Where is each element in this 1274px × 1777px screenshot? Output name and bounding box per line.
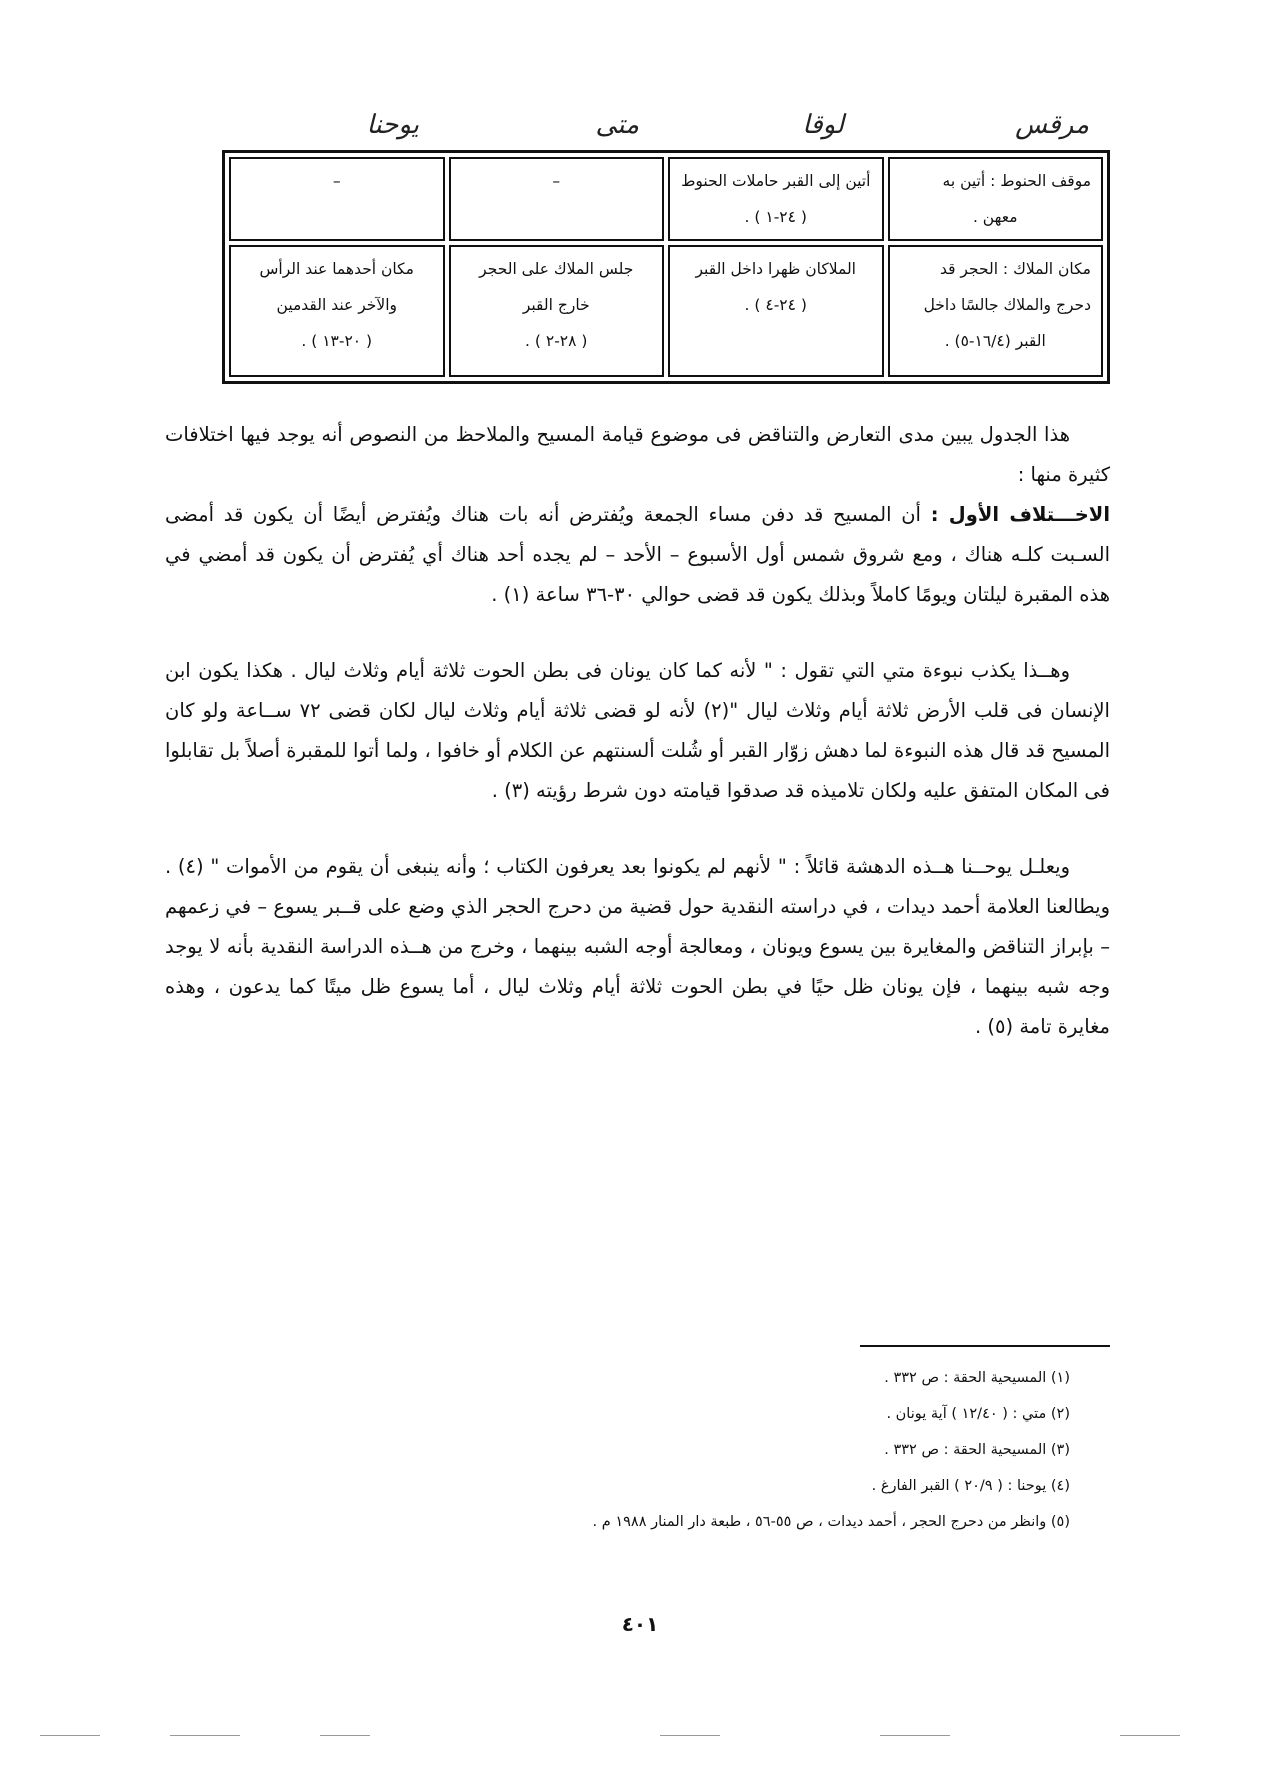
cell-text: – xyxy=(332,172,341,190)
footnote-divider xyxy=(860,1345,1110,1347)
paragraph-intro: هذا الجدول يبين مدى التعارض والتناقض فى موضوع قيامة المسيح والملاحظ من النصوص أنه يوجد فيها اختلافات كثيرة منها : xyxy=(165,423,1110,486)
cell-text: ( ٢٤-١ ) . xyxy=(744,208,807,226)
cell-text: مكان الملاك : الحجر قد xyxy=(939,260,1091,278)
footnote: (٢) متي : ( ١٢/٤٠ ) آية يونان . xyxy=(886,1406,1070,1422)
gospel-headers xyxy=(225,110,1109,150)
scan-mark xyxy=(320,1735,370,1736)
table-cell xyxy=(229,245,445,377)
cell-text: خارج القبر xyxy=(522,296,590,314)
cell-text: جلس الملاك على الحجر xyxy=(479,260,634,278)
table-row xyxy=(229,245,1103,377)
footnote: (١) المسيحية الحقة : ص ٣٣٢ . xyxy=(884,1370,1070,1386)
body-text xyxy=(165,415,1110,1047)
scan-mark xyxy=(880,1735,950,1736)
header-mark: مرقس xyxy=(1015,110,1089,140)
first-difference-text: أن المسيح قد دفن مساء الجمعة ويُفترض أنه بات هناك ويُفترض أيضًا أن يكون قد أمضى السـبت كلـه هناك ، ومع شروق شمس أول الأسبوع – الأحد – لم يجده أحد هناك أي يُفترض أن يكون قد أمضي في هذه المقبرة ليلتان ويومًا كاملاً وبذلك يكون قد قضى حوالي ٣٠-٣٦ ساعة (١) . xyxy=(165,503,1110,606)
cell-text: ( ٢٠-١٣ ) . xyxy=(301,332,373,350)
header-luke: لوقا xyxy=(802,110,844,140)
footnote: (٣) المسيحية الحقة : ص ٣٣٢ . xyxy=(884,1442,1070,1458)
table-cell xyxy=(229,157,445,241)
table-row xyxy=(229,157,1103,241)
footnote: (٥) وانظر من دحرج الحجر ، أحمد ديدات ، ص ٥٥-٥٦ ، طبعة دار المنار ١٩٨٨ م . xyxy=(592,1514,1070,1530)
cell-text: أتين إلى القبر حاملات الحنوط xyxy=(681,172,871,190)
header-matthew: متى xyxy=(595,110,639,140)
footnotes xyxy=(420,1360,1070,1540)
paragraph-first-difference xyxy=(165,495,1110,615)
scan-mark xyxy=(170,1735,240,1736)
paragraph-john: ويعلـل يوحــنا هــذه الدهشة قائلاً : " لأنهم لم يكونوا بعد يعرفون الكتاب ؛ وأنه ينبغى أن يقوم من الأموات " (٤) . ويطالعنا العلامة أحمد ديدات ، في دراسته النقدية حول قضية من دحرج الحجر الذي وضع على قــبر يسوع – في زعمهم – بإبراز التناقض والمغايرة بين يسوع ويونان ، ومعالجة أوجه الشبه بينهما ، وخرج من هــذه الدراسة النقدية بأنه لا يوجد وجه شبه بينهما ، فإن يونان ظل حيًا في بطن الحوت ثلاثة أيام وثلاث ليال ، أما يسوع ظل ميتًا كما يدعون ، وهذه مغايرة تامة (٥) . xyxy=(165,855,1110,1038)
page-number: ٤٠١ xyxy=(621,1612,659,1636)
scan-mark xyxy=(660,1735,720,1736)
comparison-table xyxy=(222,150,1110,384)
header-john: يوحنا xyxy=(366,110,419,140)
cell-text: الملاكان ظهرا داخل القبر xyxy=(695,260,856,278)
footnote: (٤) يوحنا : ( ٢٠/٩ ) القبر الفارغ . xyxy=(871,1478,1070,1494)
cell-text: القبر (١٦/٤-٥) . xyxy=(944,332,1046,350)
cell-text: والآخر عند القدمين xyxy=(276,296,397,314)
cell-text: موقف الحنوط : أتين به xyxy=(942,172,1091,190)
cell-text: – xyxy=(552,172,561,190)
cell-text: معهن . xyxy=(972,208,1018,226)
scan-mark xyxy=(40,1735,100,1736)
table-cell xyxy=(888,245,1104,377)
table-cell xyxy=(449,157,665,241)
cell-text: مكان أحدهما عند الرأس xyxy=(259,260,414,278)
table-cell xyxy=(668,157,884,241)
table-cell xyxy=(449,245,665,377)
first-difference-label: الاخـــتلاف الأول : xyxy=(930,503,1110,526)
table-cell xyxy=(888,157,1104,241)
cell-text: ( ٢٤-٤ ) . xyxy=(744,296,807,314)
cell-text: ( ٢٨-٢ ) . xyxy=(525,332,588,350)
table-cell xyxy=(668,245,884,377)
paragraph-prophecy: وهــذا يكذب نبوءة متي التي تقول : " لأنه كما كان يونان فى بطن الحوت ثلاثة أيام وثلاث ليال . هكذا يكون ابن الإنسان فى قلب الأرض ثلاثة أيام وثلاث ليال "(٢) لأنه لو قضى ثلاثة أيام وثلاث ليال لكان قضى ٧٢ ســاعة ولو كان المسيح قد قال هذه النبوءة لما دهش زوّار القبر أو شُلت ألسنتهم عن الكلام أو خافوا ، ولما أتوا للمقبرة أصلاً بل تقابلوا فى المكان المتفق عليه ولكان تلاميذه قد صدقوا قيامته دون شرط رؤيته (٣) . xyxy=(165,659,1110,802)
cell-text: دحرج والملاك جالسًا داخل xyxy=(923,296,1091,314)
scan-mark xyxy=(1120,1735,1180,1736)
